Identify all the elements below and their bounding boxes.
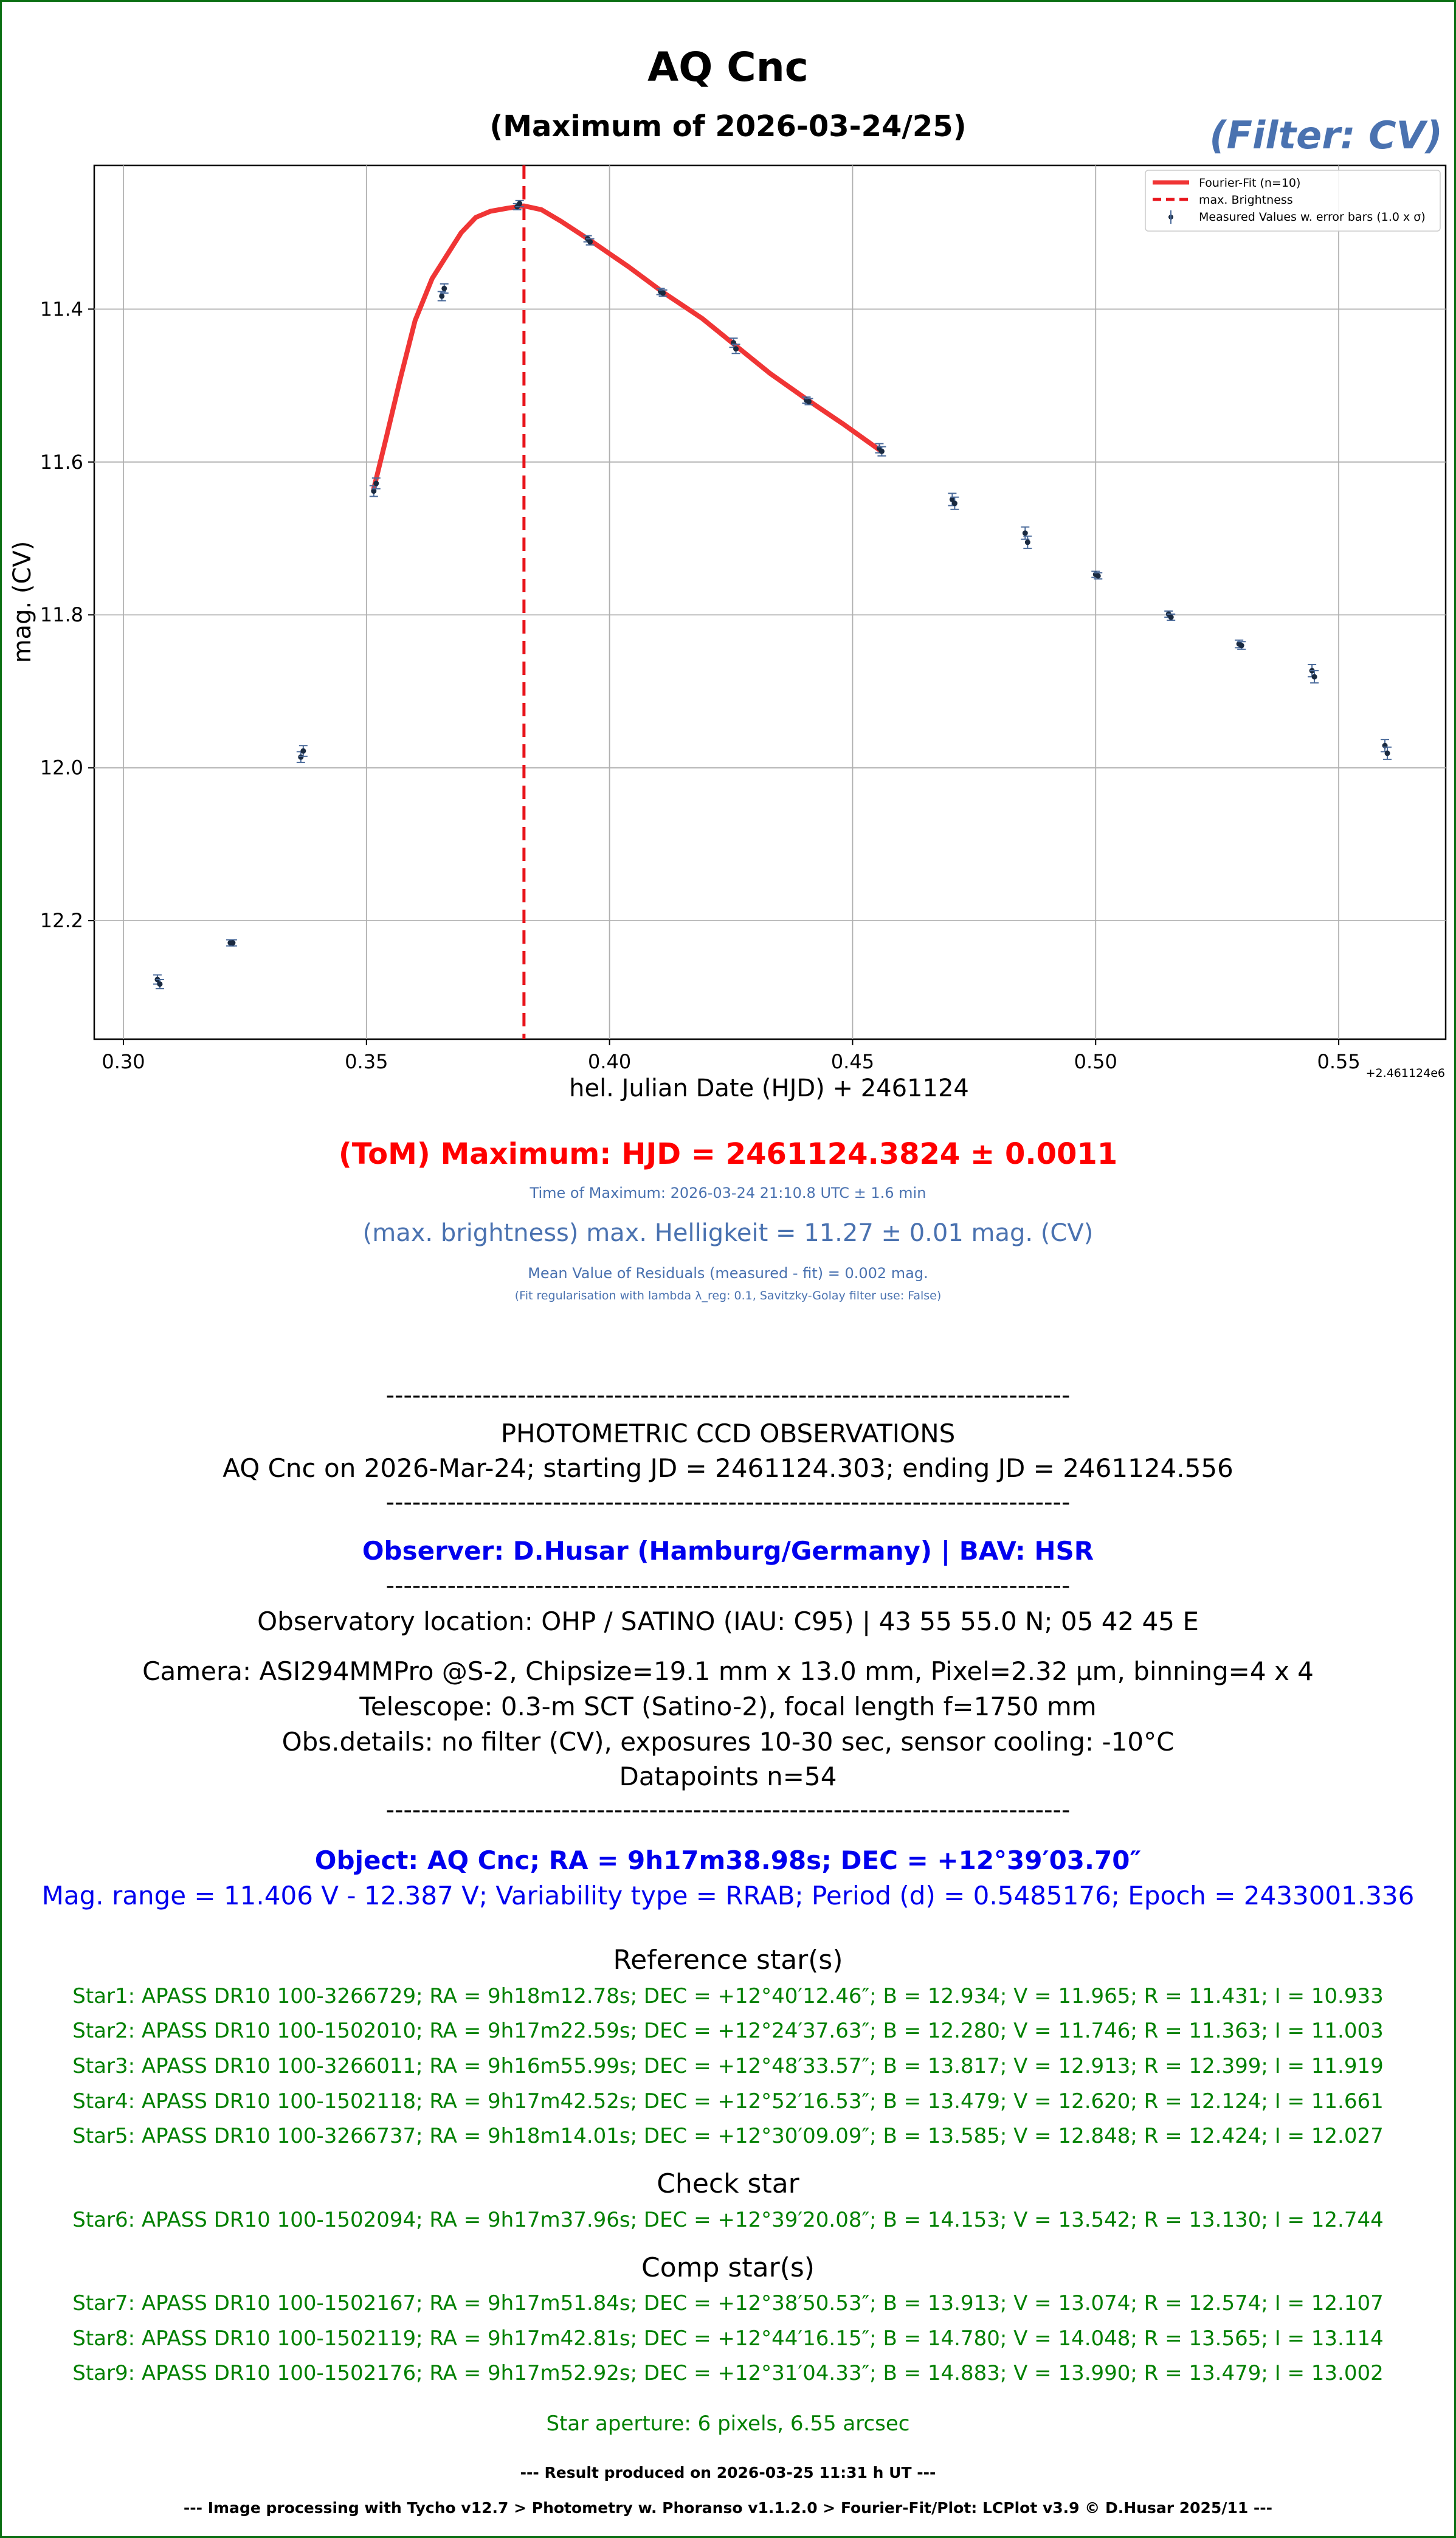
comp-star-9: Star9: APASS DR10 100-1502176; RA = 9h17m52.92s; DEC = +12°31′04.33″; B = 14.883; V = 13.990; R = 13.479; I = 13.002 xyxy=(72,2361,1384,2385)
observations-header: PHOTOMETRIC CCD OBSERVATIONS xyxy=(500,1419,956,1448)
reference-stars-heading: Reference star(s) xyxy=(613,1945,843,1976)
tom-maximum: (ToM) Maximum: HJD = 2461124.3824 ± 0.0011 xyxy=(338,1137,1118,1171)
x-tick-label: 0.45 xyxy=(830,1050,875,1073)
x-tick-label: 0.30 xyxy=(102,1050,145,1073)
comp-star-7: Star7: APASS DR10 100-1502167; RA = 9h17m51.84s; DEC = +12°38′50.53″; B = 13.913; V = 13.074; R = 12.574; I = 12.107 xyxy=(72,2291,1384,2315)
data-point xyxy=(1095,573,1101,579)
filter-label: (Filter: CV) xyxy=(1209,113,1443,157)
check-star: Star6: APASS DR10 100-1502094; RA = 9h17m37.96s; DEC = +12°39′20.08″; B = 14.153; V = 13.542; R = 13.130; I = 12.744 xyxy=(72,2208,1384,2232)
x-tick-label: 0.40 xyxy=(587,1050,632,1073)
x-tick-label: 0.35 xyxy=(345,1050,388,1073)
y-tick-label: 12.0 xyxy=(40,756,83,780)
data-point xyxy=(806,399,812,404)
data-point xyxy=(952,500,957,506)
x-axis-label: hel. Julian Date (HJD) + 2461124 xyxy=(569,1074,969,1102)
data-point xyxy=(1312,674,1317,680)
camera: Camera: ASI294MMPro @S-2, Chipsize=19.1 mm x 13.0 mm, Pixel=2.32 µm, binning=4 x 4 xyxy=(142,1656,1314,1686)
light-curve-chart xyxy=(0,0,1456,1107)
separator-2: ------------------------------------------------------------------------------ xyxy=(385,1489,1071,1516)
observatory-location: Observatory location: OHP / SATINO (IAU: C95) | 43 55 55.0 N; 05 42 45 E xyxy=(257,1606,1199,1636)
observer: Observer: D.Husar (Hamburg/Germany) | BAV: HSR xyxy=(362,1536,1094,1566)
check-star-heading: Check star xyxy=(657,2168,799,2199)
observation-run: AQ Cnc on 2026-Mar-24; starting JD = 2461124.303; ending JD = 2461124.556 xyxy=(223,1453,1233,1483)
reference-star-3: Star3: APASS DR10 100-3266011; RA = 9h16m55.99s; DEC = +12°48′33.57″; B = 13.817; V = 12.913; R = 12.399; I = 11.919 xyxy=(72,2054,1384,2078)
object: Object: AQ Cnc; RA = 9h17m38.98s; DEC = +12°39′03.70″ xyxy=(314,1845,1142,1875)
data-point xyxy=(230,940,235,946)
data-point xyxy=(439,293,444,299)
legend xyxy=(1145,170,1440,231)
legend-entry: max. Brightness xyxy=(1199,193,1293,207)
plot-area xyxy=(94,165,1446,1039)
legend-entry: Measured Values w. error bars (1.0 x σ) xyxy=(1199,210,1426,224)
reference-star-5: Star5: APASS DR10 100-3266737; RA = 9h18m14.01s; DEC = +12°30′09.09″; B = 13.585; V = 12.848; R = 12.424; I = 12.027 xyxy=(72,2124,1384,2148)
mag-range: Mag. range = 11.406 V - 12.387 V; Variability type = RRAB; Period (d) = 0.5485176; Epoch = 2433001.336 xyxy=(41,1881,1415,1910)
max-brightness: (max. brightness) max. Helligkeit = 11.27 ± 0.01 mag. (CV) xyxy=(362,1219,1094,1247)
datapoints: Datapoints n=54 xyxy=(619,1762,837,1791)
data-point xyxy=(1168,615,1174,620)
x-offset-label: +2.461124e6 xyxy=(1365,1067,1445,1080)
result-produced: --- Result produced on 2026-03-25 11:31 h UT --- xyxy=(520,2464,936,2481)
regularisation: (Fit regularisation with lambda λ_reg: 0.1, Savitzky-Golay filter use: False) xyxy=(514,1289,942,1302)
data-point xyxy=(441,286,447,291)
y-axis-label: mag. (CV) xyxy=(9,541,36,663)
obs-details: Obs.details: no filter (CV), exposures 10-30 sec, sensor cooling: -10°C xyxy=(281,1727,1175,1757)
separator-3: ------------------------------------------------------------------------------ xyxy=(385,1572,1071,1600)
time-of-maximum: Time of Maximum: 2026-03-24 21:10.8 UTC ± 1.6 min xyxy=(530,1184,926,1202)
y-tick-label: 12.2 xyxy=(40,909,83,933)
data-point xyxy=(1025,539,1030,545)
reference-star-4: Star4: APASS DR10 100-1502118; RA = 9h17m42.52s; DEC = +12°52′16.53″; B = 13.479; V = 12.620; R = 12.124; I = 11.661 xyxy=(72,2089,1384,2114)
separator-1: ------------------------------------------------------------------------------ xyxy=(385,1381,1071,1409)
data-point xyxy=(660,290,666,296)
processing-info: --- Image processing with Tycho v12.7 > Photometry w. Phoranso v1.1.2.0 > Fourier-Fit/Plot: LCPlot v3.9 © D.Husar 2025/11 --- xyxy=(183,2499,1273,2517)
x-tick-label: 0.55 xyxy=(1317,1050,1361,1073)
chart-title: AQ Cnc xyxy=(647,44,809,91)
star-aperture: Star aperture: 6 pixels, 6.55 arcsec xyxy=(546,2412,910,2436)
data-point xyxy=(1239,643,1244,648)
separator-4: ------------------------------------------------------------------------------ xyxy=(385,1796,1071,1824)
comp-star-8: Star8: APASS DR10 100-1502119; RA = 9h17m42.81s; DEC = +12°44′16.15″; B = 14.780; V = 14.048; R = 13.565; I = 13.114 xyxy=(72,2326,1384,2351)
comp-stars-heading: Comp star(s) xyxy=(641,2252,815,2283)
data-point xyxy=(157,981,162,987)
legend-entry: Fourier-Fit (n=10) xyxy=(1199,176,1301,190)
data-point xyxy=(1023,530,1028,536)
data-point xyxy=(373,481,379,486)
reference-star-1: Star1: APASS DR10 100-3266729; RA = 9h18m12.78s; DEC = +12°40′12.46″; B = 12.934; V = 11.965; R = 11.431; I = 10.933 xyxy=(72,1984,1384,2008)
data-point xyxy=(879,449,885,454)
data-point xyxy=(517,201,522,206)
data-point xyxy=(587,239,593,244)
data-point xyxy=(733,346,739,351)
telescope: Telescope: 0.3-m SCT (Satino-2), focal length f=1750 mm xyxy=(359,1692,1097,1721)
y-tick-label: 11.6 xyxy=(40,450,83,474)
data-point xyxy=(300,749,306,754)
reference-star-2: Star2: APASS DR10 100-1502010; RA = 9h17m22.59s; DEC = +12°24′37.63″; B = 12.280; V = 11.746; R = 11.363; I = 11.003 xyxy=(72,2019,1384,2043)
chart-subtitle: (Maximum of 2026-03-24/25) xyxy=(489,109,967,143)
y-tick-label: 11.8 xyxy=(40,603,83,627)
x-tick-label: 0.50 xyxy=(1074,1050,1117,1073)
residuals: Mean Value of Residuals (measured - fit) = 0.002 mag. xyxy=(528,1265,928,1282)
y-tick-label: 11.4 xyxy=(40,297,83,321)
data-point xyxy=(1385,750,1390,756)
